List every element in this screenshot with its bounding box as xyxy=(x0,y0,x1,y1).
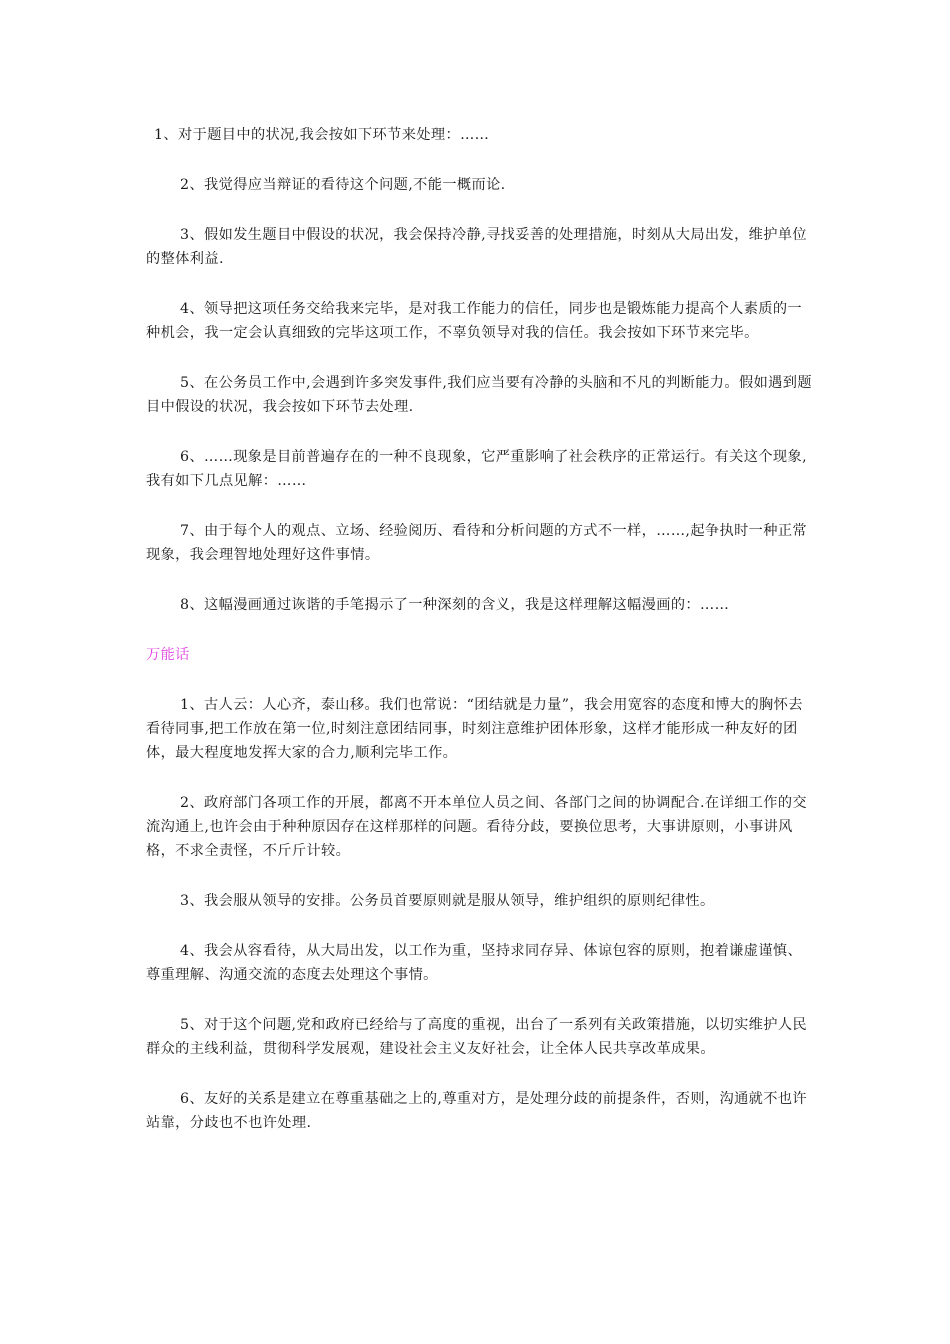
paragraph-5: 5、在公务员工作中,会遇到许多突发事件,我们应当要有冷静的头脑和不凡的判断能力。假如遇到题目中假设的状况，我会按如下环节去处理. xyxy=(146,375,812,415)
paragraph-6: 6、……现象是目前普遍存在的一种不良现象，它严重影响了社会秩序的正常运行。有关这个现象,我有如下几点见解：…… xyxy=(146,449,808,489)
paragraph-4: 4、领导把这项任务交给我来完毕，是对我工作能力的信任，同步也是锻炼能力提高个人素质的一种机会，我一定会认真细致的完毕这项工作，不辜负领导对我的信任。我会按如下环节来完毕。 xyxy=(146,301,803,341)
paragraph-1: 1、对于题目中的状况,我会按如下环节来处理：…… xyxy=(154,127,490,143)
section-heading: 万能话 xyxy=(146,647,190,663)
document-body xyxy=(146,123,816,1135)
universal-paragraph-2: 2、政府部门各项工作的开展，都离不开本单位人员之间、各部门之间的协调配合.在详细工作的交流沟通上,也许会由于种种原因存在这样那样的问题。看待分歧，要换位思考，大事讲原则，小事讲风格，不求全责怪，不斤斤计较。 xyxy=(146,795,808,859)
universal-paragraph-5: 5、对于这个问题,党和政府已经给与了高度的重视，出台了一系列有关政策措施，以切实维护人民群众的主线利益，贯彻科学发展观，建设社会主义友好社会，让全体人民共享改革成果。 xyxy=(146,1017,808,1057)
universal-paragraph-6: 6、友好的关系是建立在尊重基础之上的,尊重对方，是处理分歧的前提条件，否则，沟通就不也许站靠，分歧也不也许处理. xyxy=(146,1091,808,1131)
universal-paragraph-3: 3、我会服从领导的安排。公务员首要原则就是服从领导，维护组织的原则纪律性。 xyxy=(180,893,715,909)
universal-paragraph-1: 1、古人云：人心齐，泰山移。我们也常说：“团结就是力量”，我会用宽容的态度和博大的胸怀去看待同事,把工作放在第一位,时刻注意团结同事，时刻注意维护团体形象，这样才能形成一种友好的团体，最大程度地发挥大家的合力,顺利完毕工作。 xyxy=(146,697,803,761)
paragraph-3: 3、假如发生题目中假设的状况，我会保持冷静,寻找妥善的处理措施，时刻从大局出发，维护单位的整体利益. xyxy=(146,227,808,267)
paragraph-2: 2、我觉得应当辩证的看待这个问题,不能一概而论. xyxy=(180,177,506,193)
paragraph-7: 7、由于每个人的观点、立场、经验阅历、看待和分析问题的方式不一样，……,起争执时一种正常现象，我会理智地处理好这件事情。 xyxy=(146,523,808,563)
universal-paragraph-4: 4、我会从容看待，从大局出发，以工作为重，坚持求同存异、体谅包容的原则，抱着谦虚谨慎、尊重理解、沟通交流的态度去处理这个事情。 xyxy=(146,943,803,983)
paragraph-8: 8、这幅漫画通过诙谐的手笔揭示了一种深刻的含义，我是这样理解这幅漫画的：…… xyxy=(180,597,730,613)
